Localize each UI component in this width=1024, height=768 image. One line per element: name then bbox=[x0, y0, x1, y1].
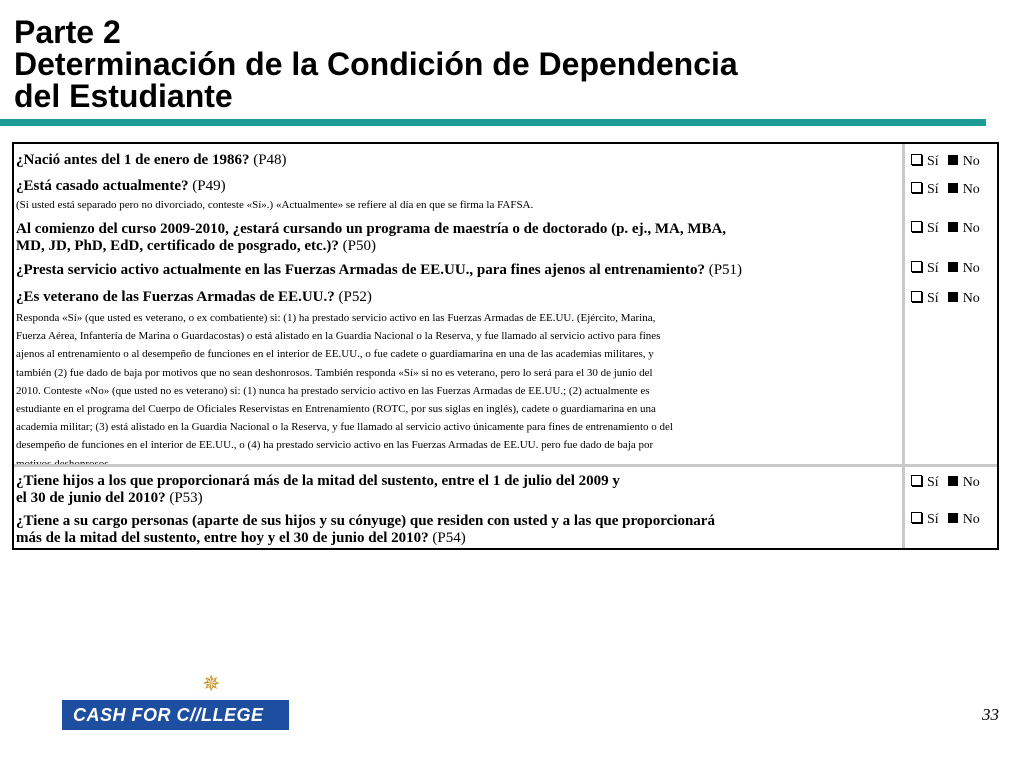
question-p49-note: (Si usted está separado pero no divorciado, conteste «Sí».) «Actualmente» se refiere al día en que se firma la FAFSA. bbox=[16, 199, 534, 211]
question-p49: ¿Está casado actualmente? (P49) bbox=[16, 178, 226, 194]
accent-rule bbox=[0, 119, 986, 126]
page-number: 33 bbox=[982, 705, 999, 724]
page-title bbox=[14, 16, 738, 112]
question-p52-note: Responda «Sí» (que usted es veterano, o ex combatiente) si: (1) ha prestado servicio activo en las Fuerzas Armadas de EE.UU. (Ejército, Marina, Fuerza Aérea, Infantería de Marina o Guardacostas) o está alistado en la Guardia Nacional o la Reserva, y fue llamado al servicio activo para fines ajenos al entrenamiento o al desempeño de funciones en el interior de EE.UU., o fue cadete o guardiamarina en una de las academias militares, y también (2) fue dado de baja por motivos que no sean deshonrosos. También responda «Sí» si no es veterano, pero lo será para el 30 de junio del 2010. Conteste «No» (que usted no es veterano) si: (1) nunca ha prestado servicio activo en las Fuerzas Armadas de EE.UU.; (2) actualmente es estudiante en el programa del Cuerpo de Oficiales Reservistas en Entrenamiento (ROTC, por sus siglas en inglés), cadete o guardiamarina en una academia militar; (3) está alistado en la Guardia Nacional o la Reserva, y fue llamado al servicio activo únicamente para fines de entrenamiento o del desempeño de funciones en el interior de EE.UU., o (4) ha prestado servicio activo en las Fuerzas Armadas de EE.UU. pero fue dado de baja por motivos deshonrosos. bbox=[16, 312, 673, 470]
answers-column bbox=[902, 144, 1000, 548]
dependency-questions-form bbox=[12, 142, 999, 550]
question-p53: ¿Tiene hijos a los que proporcionará más de la mitad del sustento, entre el 1 de julio del 2009 y el 30 de junio del 2010? (P53) bbox=[16, 473, 620, 506]
question-p51: ¿Presta servicio activo actualmente en las Fuerzas Armadas de EE.UU., para fines ajenos al entrenamiento? (P51) bbox=[16, 262, 743, 278]
checkbox-no-p49-checked[interactable] bbox=[948, 183, 958, 193]
answer-p49[interactable]: Sí No bbox=[911, 182, 980, 198]
title-line-1: Parte 2 bbox=[14, 14, 121, 50]
checkbox-no-p51-checked[interactable] bbox=[948, 262, 958, 272]
starburst-icon: ✵ bbox=[202, 672, 221, 697]
checkbox-yes-p54[interactable] bbox=[911, 512, 922, 523]
question-p52: ¿Es veterano de las Fuerzas Armadas de EE.UU.? (P52) bbox=[16, 289, 372, 305]
checkbox-yes-p52[interactable] bbox=[911, 291, 922, 302]
cash-for-college-logo bbox=[62, 700, 289, 730]
logo-text: CASH FOR C//LLEGE bbox=[73, 705, 264, 725]
answer-p52[interactable]: Sí No bbox=[911, 291, 980, 307]
checkbox-yes-p48[interactable] bbox=[911, 154, 922, 165]
answer-p53[interactable]: Sí No bbox=[911, 475, 980, 491]
checkbox-no-p50-checked[interactable] bbox=[948, 222, 958, 232]
answer-p50[interactable]: Sí No bbox=[911, 221, 980, 237]
checkbox-yes-p51[interactable] bbox=[911, 261, 922, 272]
checkbox-no-p48-checked[interactable] bbox=[948, 155, 958, 165]
checkbox-no-p53-checked[interactable] bbox=[948, 476, 958, 486]
checkbox-yes-p53[interactable] bbox=[911, 475, 922, 486]
answer-p54[interactable]: Sí No bbox=[911, 512, 980, 528]
answer-p48[interactable]: Sí No bbox=[911, 154, 980, 170]
questions-column bbox=[14, 144, 902, 548]
answer-p51[interactable]: Sí No bbox=[911, 261, 980, 277]
title-line-3: del Estudiante bbox=[14, 78, 233, 114]
checkbox-yes-p49[interactable] bbox=[911, 182, 922, 193]
checkbox-yes-p50[interactable] bbox=[911, 221, 922, 232]
question-p48: ¿Nació antes del 1 de enero de 1986? (P48) bbox=[16, 152, 287, 168]
question-p54: ¿Tiene a su cargo personas (aparte de sus hijos y su cónyuge) que residen con usted y a las que proporcionará más de la mitad del sustento, entre hoy y el 30 de junio del 2010? (P54) bbox=[16, 513, 715, 546]
checkbox-no-p54-checked[interactable] bbox=[948, 513, 958, 523]
section-divider bbox=[14, 464, 997, 467]
question-p50: Al comienzo del curso 2009-2010, ¿estará cursando un programa de maestría o de doctorado (p. ej., MA, MBA, MD, JD, PhD, EdD, certificado de posgrado, etc.)? (P50) bbox=[16, 221, 727, 254]
checkbox-no-p52-checked[interactable] bbox=[948, 292, 958, 302]
title-line-2: Determinación de la Condición de Dependencia bbox=[14, 46, 738, 82]
